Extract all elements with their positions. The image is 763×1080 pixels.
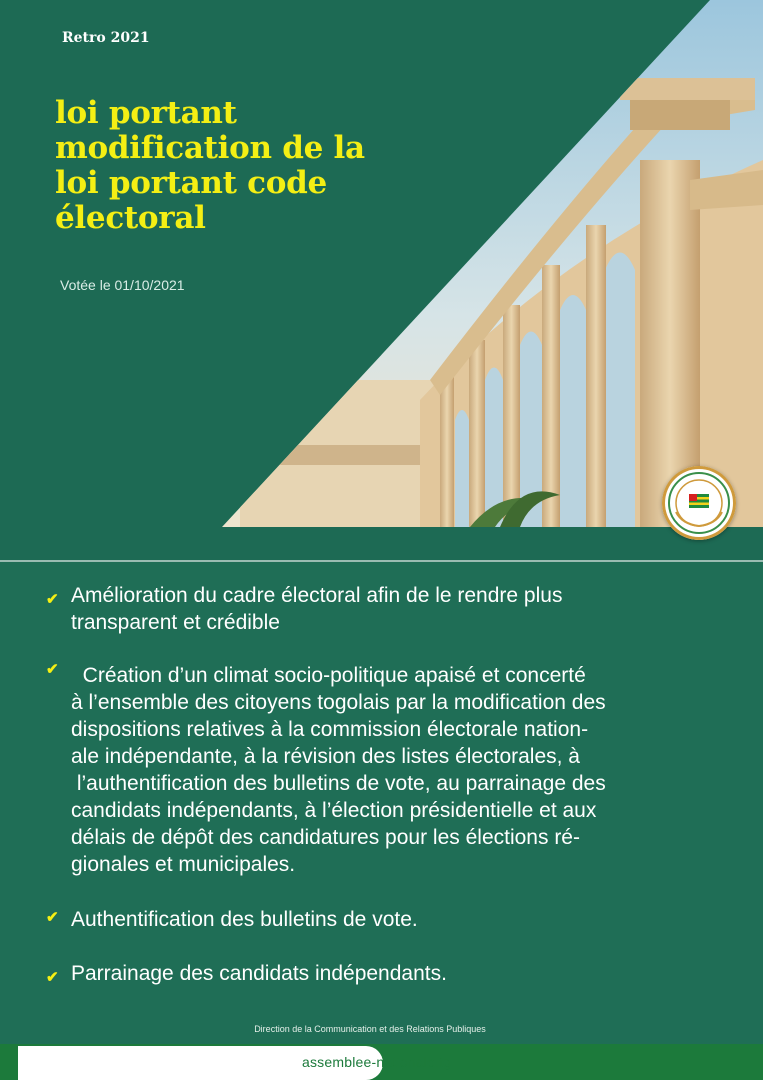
text-line: à l’ensemble des citoyens togolais par la modification des <box>71 691 606 714</box>
title-line: modification de la <box>55 130 365 166</box>
text-line: candidats indépendants, à l’élection présidentielle et aux <box>71 799 597 822</box>
list-item-text <box>71 582 741 636</box>
title-line: électoral <box>55 200 206 236</box>
check-icon: ✔ <box>46 969 59 986</box>
text-line: délais de dépôt des candidatures pour les élections ré- <box>71 826 580 849</box>
text-line: ale indépendante, à la révision des listes électorales, à <box>71 745 580 768</box>
page-title <box>55 96 435 236</box>
website-link[interactable]: assemblee-nationale.tg <box>302 1054 452 1070</box>
list-item-text <box>71 960 741 987</box>
text-line: gionales et municipales. <box>71 853 296 876</box>
text-line: dispositions relatives à la commission électorale nation- <box>71 718 589 741</box>
check-icon: ✔ <box>46 909 59 926</box>
retro-label: Retro 2021 <box>62 30 150 46</box>
text-line: Création d’un climat socio-politique apaisé et concerté <box>71 664 586 687</box>
assemblee-nationale-seal-icon <box>662 466 736 540</box>
list-item-text <box>71 662 741 878</box>
title-line: loi portant <box>55 95 237 131</box>
text-line: Authentification des bulletins de vote. <box>71 908 418 931</box>
list-item-text <box>71 906 741 933</box>
text-line: Parrainage des candidats indépendants. <box>71 962 447 985</box>
text-line: Amélioration du cadre électoral afin de le rendre plus <box>71 584 563 607</box>
text-line: l’authentification des bulletins de vote, au parrainage des <box>71 772 606 795</box>
vote-date: Votée le 01/10/2021 <box>60 277 185 293</box>
check-icon: ✔ <box>46 591 59 608</box>
check-icon: ✔ <box>46 661 59 678</box>
footer-direction: Direction de la Communication et des Relations Publiques <box>254 1024 486 1034</box>
text-line: transparent et crédible <box>71 611 280 634</box>
title-line: loi portant code <box>55 165 327 201</box>
